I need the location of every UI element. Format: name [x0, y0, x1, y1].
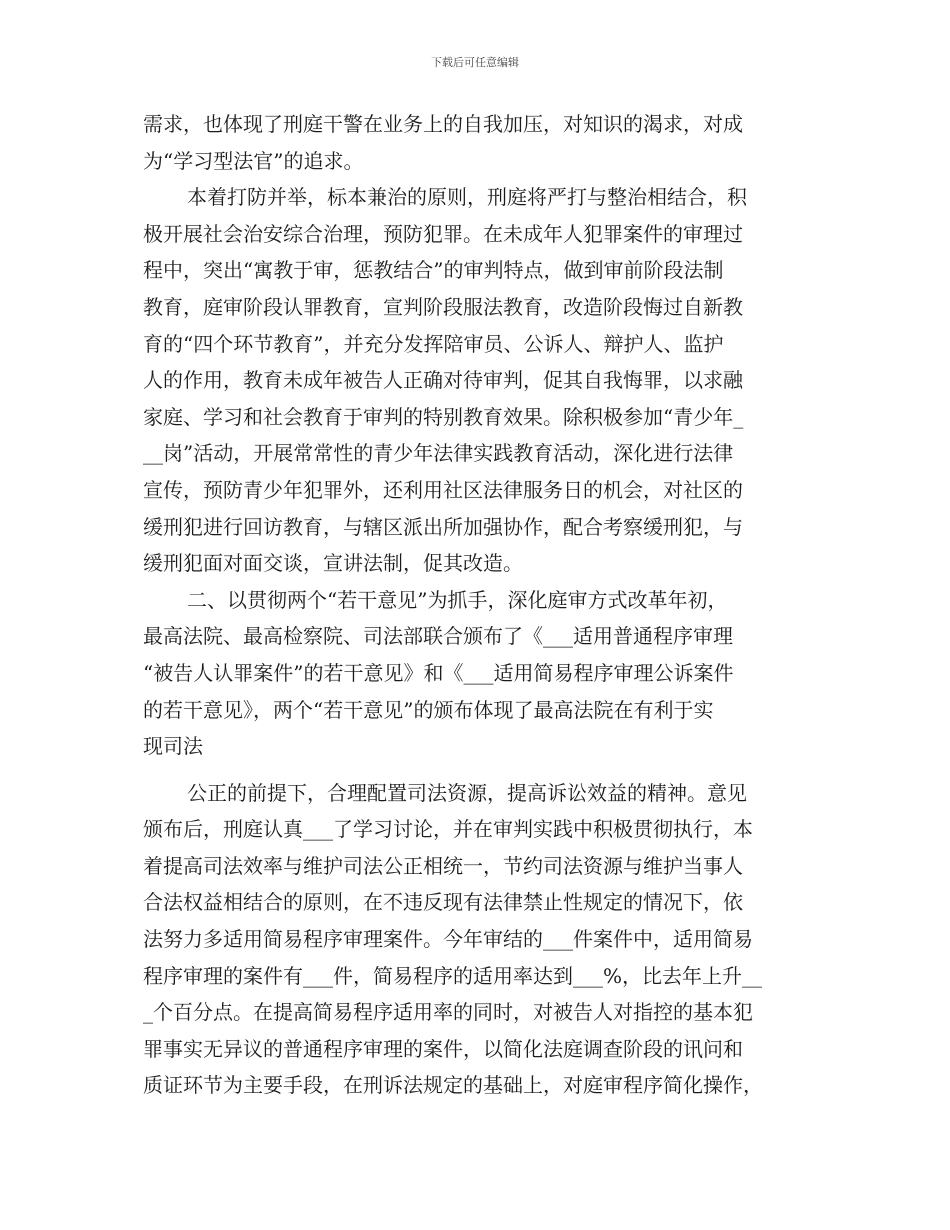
text-line: 二、以贯彻两个“若干意见”为抓手，深化庭审方式改革年初，: [187, 587, 728, 612]
paragraph-2: [143, 179, 811, 582]
page-header: 下载后可任意编辑: [431, 56, 519, 69]
text-line: 公正的前提下，合理配置司法资源，提高诉讼效益的精神。意见: [187, 780, 747, 805]
text-line: 缓刑犯进行回访教育，与辖区派出所加强协作，配合考察缓刑犯，与: [143, 514, 743, 539]
text-line: __岗”活动，开展常常性的青少年法律实践教育活动，深化进行法律: [143, 441, 734, 466]
text-line: 宣传，预防青少年犯罪外，还利用社区法律服务日的机会，对社区的: [143, 477, 743, 502]
paragraph-1: [143, 106, 811, 179]
text-line: 颁布后，刑庭认真___了学习讨论，并在审判实践中积极贯彻执行，本: [143, 817, 753, 842]
text-line: 缓刑犯面对面交谈，宣讲法制，促其改造。: [143, 551, 523, 576]
text-line: 需求，也体现了刑庭干警在业务上的自我加压，对知识的渴求，对成: [143, 112, 743, 136]
text-line: 家庭、学习和社会教育于审判的特别教育效果。除积极参加“青少年_: [143, 404, 744, 429]
text-line: 教育，庭审阶段认罪教育，宣判阶段服法教育，改造阶段悔过自新教: [143, 294, 743, 319]
text-line: 为“学习型法官”的追求。: [143, 148, 364, 173]
text-line: 法努力多适用简易程序审理案件。今年审结的___件案件中，适用简易: [143, 927, 753, 952]
text-line: 极开展社会治安综合治理，预防犯罪。在未成年人犯罪案件的审理过: [143, 221, 743, 246]
text-line: 合法权益相结合的原则，在不违反现有法律禁止性规定的情况下，依: [143, 890, 743, 915]
text-line: 质证环节为主要手段，在刑诉法规定的基础上，对庭审程序简化操作，: [143, 1073, 763, 1098]
text-line: 的若干意见》，两个“若干意见”的颁布体现了最高法院在有利于实: [143, 697, 714, 722]
text-line: 现司法: [143, 734, 203, 759]
text-line: 人的作用，教育未成年被告人正确对待审判，促其自我悔罪，以求融: [143, 368, 743, 393]
paragraph-4: [143, 775, 811, 1104]
text-line: 本着打防并举，标本兼治的原则，刑庭将严打与整治相结合，积: [187, 185, 747, 210]
text-line: 着提高司法效率与维护司法公正相统一，节约司法资源与维护当事人: [143, 853, 743, 878]
text-line: _个百分点。在提高简易程序适用率的同时，对被告人对指控的基本犯: [143, 1000, 753, 1025]
text-line: 育的“四个环节教育”，并充分发挥陪审员、公诉人、辩护人、监护: [143, 331, 724, 356]
text-line: 罪事实无异议的普通程序审理的案件，以简化法庭调查阶段的讯问和: [143, 1036, 743, 1061]
text-line: 程中，突出“寓教于审，惩教结合”的审判特点，做到审前阶段法制: [143, 258, 724, 283]
text-line: 最高法院、最高检察院、司法部联合颁布了《___适用普通程序审理: [143, 624, 733, 649]
document-body: [143, 106, 811, 1104]
text-line: “被告人认罪案件”的若干意见》和《___适用简易程序审理公诉案件: [143, 660, 734, 685]
paragraph-3: [143, 582, 811, 765]
text-line: 程序审理的案件有___件，简易程序的适用率达到___%，比去年上升__: [143, 963, 763, 988]
